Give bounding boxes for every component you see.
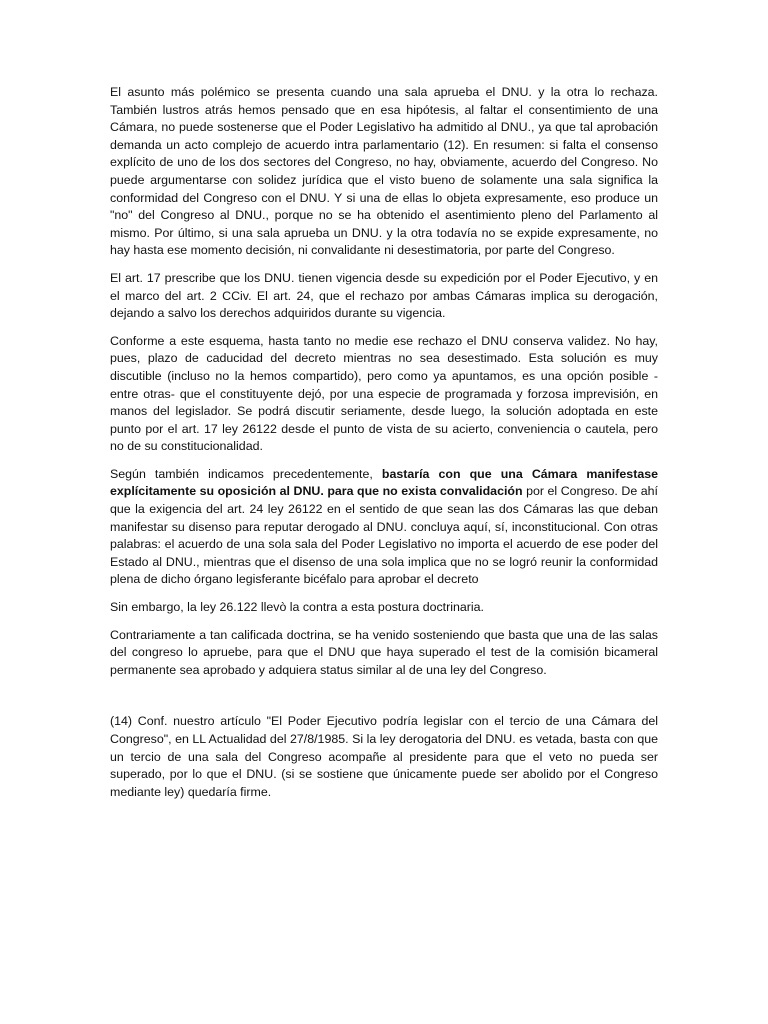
paragraph-4-rest: por el Congreso. De ahí que la exigencia del art. 24 ley 26122 en el sentido de que sean las dos Cámaras las que deban manifestar su disenso para reputar derogado al DNU. concluya aquí, sí, inconstitucional. Con otras palabras: el acuerdo de una sola sala del Poder Legislativo no importa el acuerdo de ese poder del Estado al DNU., mientras que el disenso de una sola implica que no se logró reunir la conformidad plena de dicho órgano legisferante bicéfalo para aprobar el decreto <box>110 484 658 587</box>
paragraph-4-lead: Según también indicamos precedentemente, <box>110 466 382 481</box>
footnote-14: (14) Conf. nuestro artículo "El Poder Ejecutivo podría legislar con el tercio de una Cámara del Congreso", en LL Actualidad del 27/8/1985. Si la ley derogatoria del DNU. es vetada, basta con que un tercio de una sala del Congreso acompañe al presidente para que el veto no pueda ser superado, por lo que el DNU. (si se sostiene que únicamente puede ser abolido por el Congreso mediante ley) quedaría firme. <box>110 714 658 799</box>
paragraph-4 <box>110 466 658 589</box>
document-body <box>110 84 658 811</box>
paragraph-4-bold: bastaría con que una Cámara manifestase explícitamente su oposición al DNU. para que no exista convalidación <box>110 466 659 499</box>
paragraph-3: Conforme a este esquema, hasta tanto no medie ese rechazo el DNU conserva validez. No hay, pues, plazo de caducidad del decreto mientras no sea desestimado. Esta solución es muy discutible (incluso no la hemos compartido), pero como ya apuntamos, es una opción posible - entre otras- que el constituyente dejó, por una especie de programada y forzosa imprevisión, en manos del legislador. Se podrá discutir seriamente, desde luego, la solución adoptada en este punto por el art. 17 ley 26122 desde el punto de vista de su acierto, conveniencia o cautela, pero no de su constitucionalidad. <box>110 333 658 454</box>
paragraph-2: El art. 17 prescribe que los DNU. tienen vigencia desde su expedición por el Poder Ejecutivo, y en el marco del art. 2 CCiv. El art. 24, que el rechazo por ambas Cámaras implica su derogación, dejando a salvo los derechos adquiridos durante su vigencia. <box>110 270 658 321</box>
paragraph-1: El asunto más polémico se presenta cuando una sala aprueba el DNU. y la otra lo rechaza. También lustros atrás hemos pensado que en esa hipótesis, al faltar el consentimiento de una Cámara, no puede sostenerse que el Poder Legislativo ha admitido al DNU., ya que tal aprobación demanda un acto complejo de acuerdo intra parlamentario (12). En resumen: si falta el consenso explícito de uno de los dos sectores del Congreso, no hay, obviamente, acuerdo del Congreso. No puede argumentarse con solidez jurídica que el visto bueno de solamente una sala significa la conformidad del Congreso con el DNU. Y si una de ellas lo objeta expresamente, eso produce un "no" del Congreso al DNU., porque no se ha obtenido el asentimiento pleno del Parlamento al mismo. Por último, si una sala aprueba un DNU. y la otra todavía no se expide expresamente, no hay hasta ese momento decisión, ni convalidante ni desestimatoria, por parte del Congreso. <box>110 85 658 258</box>
paragraph-6: Contrariamente a tan calificada doctrina, se ha venido sosteniendo que basta que una de las salas del congreso lo apruebe, para que el DNU que haya superado el test de la comisión bicameral permanente sea aprobado y adquiera status similar al de una ley del Congreso. <box>110 627 658 677</box>
paragraph-5: Sin embargo, la ley 26.122 llevò la contra a esta postura doctrinaria. <box>110 600 485 615</box>
spacer <box>110 689 658 713</box>
